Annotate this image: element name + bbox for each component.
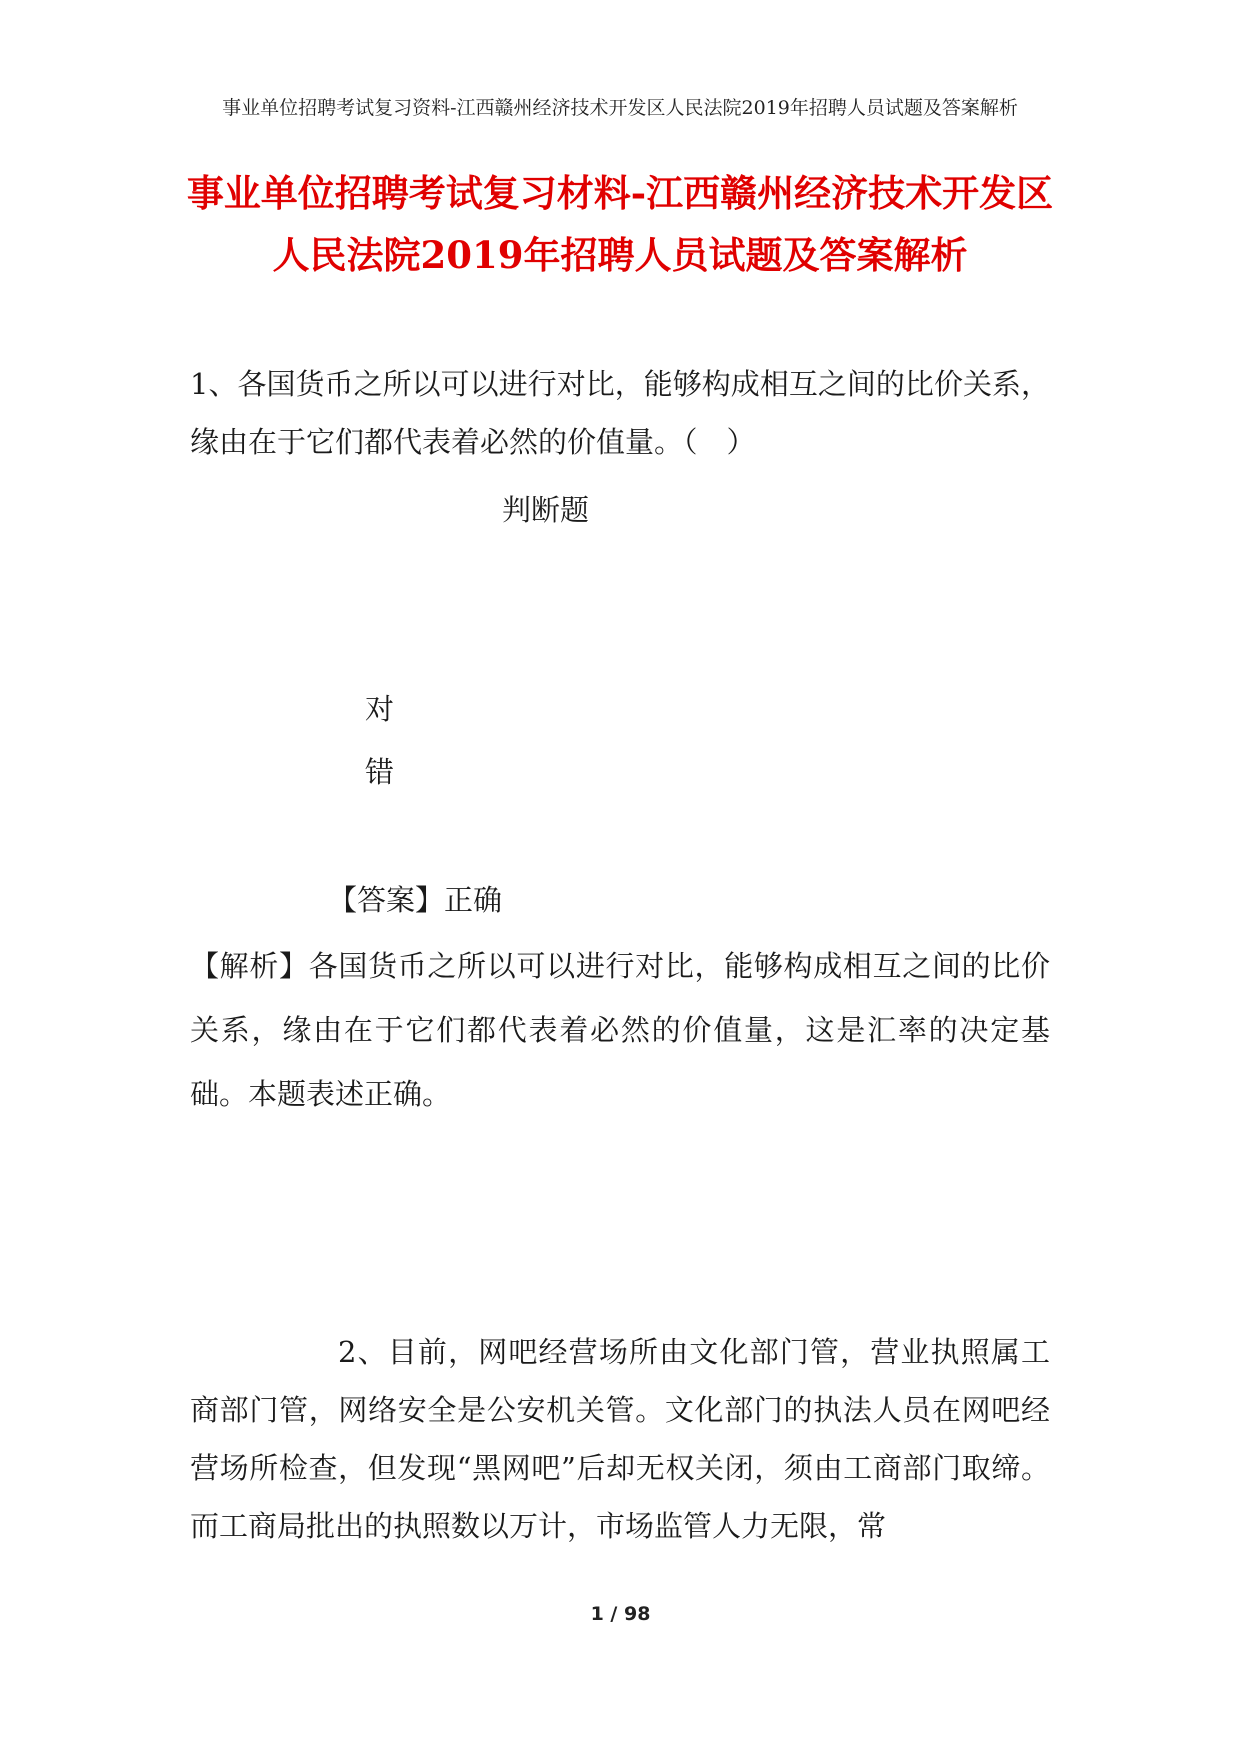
running-header: 事业单位招聘考试复习资料-江西赣州经济技术开发区人民法院2019年招聘人员试题及答案解析 bbox=[222, 97, 1018, 119]
question-1-type: 判断题 bbox=[502, 493, 590, 527]
question-1-answer: 【答案】正确 bbox=[328, 883, 503, 917]
question-1-text: 1、各国货币之所以可以进行对比，能够构成相互之间的比价关系，缘由在于它们都代表着必然的价值量。（ ） bbox=[190, 367, 1050, 459]
question-1-option-false: 错 bbox=[365, 755, 395, 789]
question-1-analysis: 【解析】各国货币之所以可以进行对比，能够构成相互之间的比价关系，缘由在于它们都代表着必然的价值量，这是汇率的决定基础。本题表述正确。 bbox=[190, 949, 1050, 1111]
page-number: 1 / 98 bbox=[590, 1603, 651, 1625]
question-1-option-true: 对 bbox=[365, 692, 395, 726]
document-title: 事业单位招聘考试复习材料-江西赣州经济技术开发区人民法院2019年招聘人员试题及答案解析 bbox=[186, 171, 1054, 277]
question-2-text: 2、目前，网吧经营场所由文化部门管，营业执照属工商部门管，网络安全是公安机关管。文化部门的执法人员在网吧经营场所检查，但发现“黑网吧”后却无权关闭，须由工商部门取缔。而工商局批出的执照数以万计，市场监管人力无限，常 bbox=[190, 1335, 1050, 1543]
